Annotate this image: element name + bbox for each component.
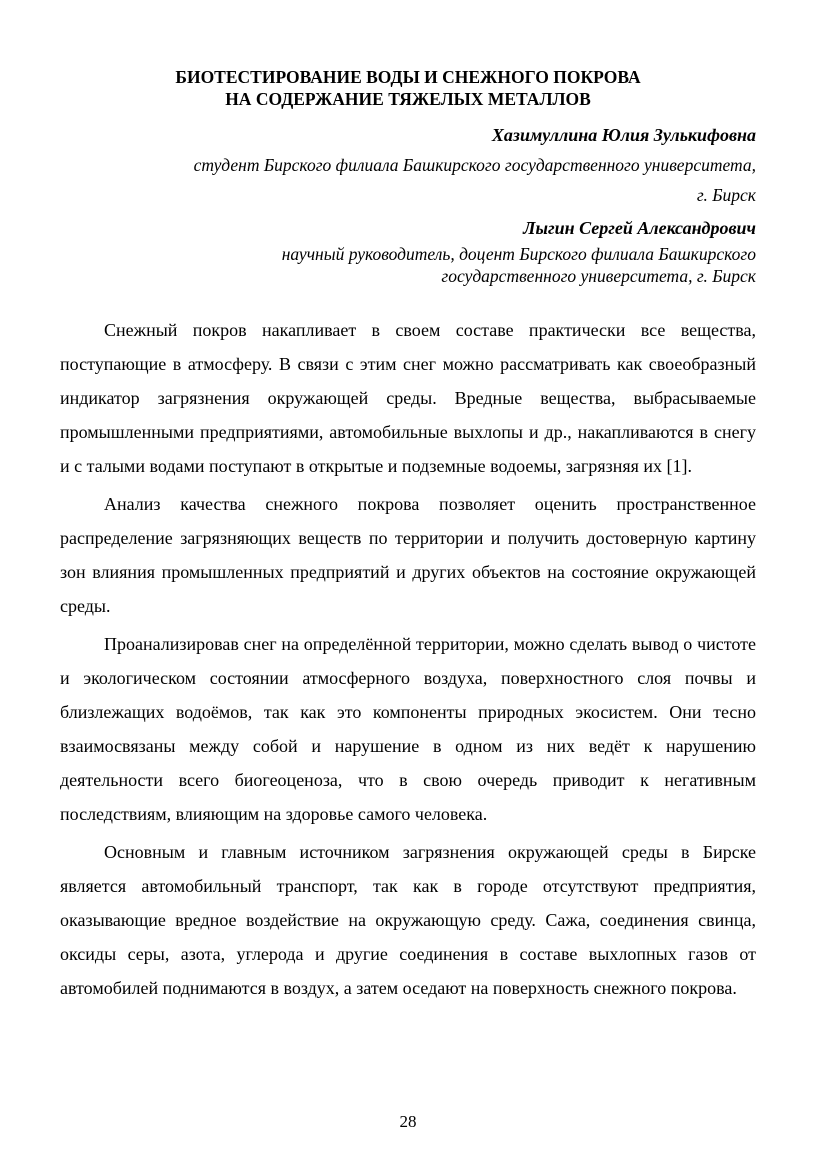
article-title [60, 66, 756, 110]
paragraph: Основным и главным источником загрязнения окружающей среды в Бирске является автомобильный транспорт, так как в городе отсутствуют предприятия, оказывающие вредное воздействие на окружающую среду. Сажа, соединения свинца, оксиды серы, азота, углерода и другие соединения в составе выхлопных газов от автомобилей поднимаются в воздух, а затем оседают на поверхность снежного покрова. [60, 842, 756, 998]
page-number: 28 [399, 1112, 417, 1131]
author-affiliation-1-line-1: студент Бирского филиала Башкирского государственного университета, [193, 155, 756, 175]
author-name-1: Хазимуллина Юлия Зулькифовна [491, 125, 756, 145]
paragraph: Снежный покров накапливает в своем составе практически все вещества, поступающие в атмосферу. В связи с этим снег можно рассматривать как своеобразный индикатор загрязнения окружающей среды. Вредные вещества, выбрасываемые промышленными предприятиями, автомобильные выхлопы и др., накапливаются в снегу и с талыми водами поступают в открытые и подземные водоемы, загрязняя их [1]. [60, 320, 756, 476]
author-affiliation-1-line-2: г. Бирск [696, 185, 756, 205]
author-name-2: Лыгин Сергей Александрович [523, 218, 756, 238]
paragraph: Проанализировав снег на определённой территории, можно сделать вывод о чистоте и экологическом состоянии атмосферного воздуха, поверхностного слоя почвы и близлежащих водоёмов, так как это компоненты природных экосистем. Они тесно взаимосвязаны между собой и нарушение в одном из них ведёт к нарушению деятельности всего биогеоценоза, что в свою очередь приводит к негативным последствиям, влияющим на здоровье самого человека. [60, 634, 756, 824]
author-block-2 [76, 217, 756, 287]
article-body [60, 313, 756, 1009]
paragraph: Анализ качества снежного покрова позволяет оценить пространственное распределение загрязняющих веществ по территории и получить достоверную картину зон влияния промышленных предприятий и других объектов на состояние окружающей среды. [60, 494, 756, 616]
author-block-1 [76, 124, 756, 206]
author-affiliation-2-line-1: научный руководитель, доцент Бирского филиала Башкирского [281, 244, 756, 264]
title-line-1: БИОТЕСТИРОВАНИЕ ВОДЫ И СНЕЖНОГО ПОКРОВА [175, 67, 641, 87]
title-line-2: НА СОДЕРЖАНИЕ ТЯЖЕЛЫХ МЕТАЛЛОВ [225, 89, 591, 109]
author-affiliation-2-line-2: государственного университета, г. Бирск [441, 266, 756, 286]
